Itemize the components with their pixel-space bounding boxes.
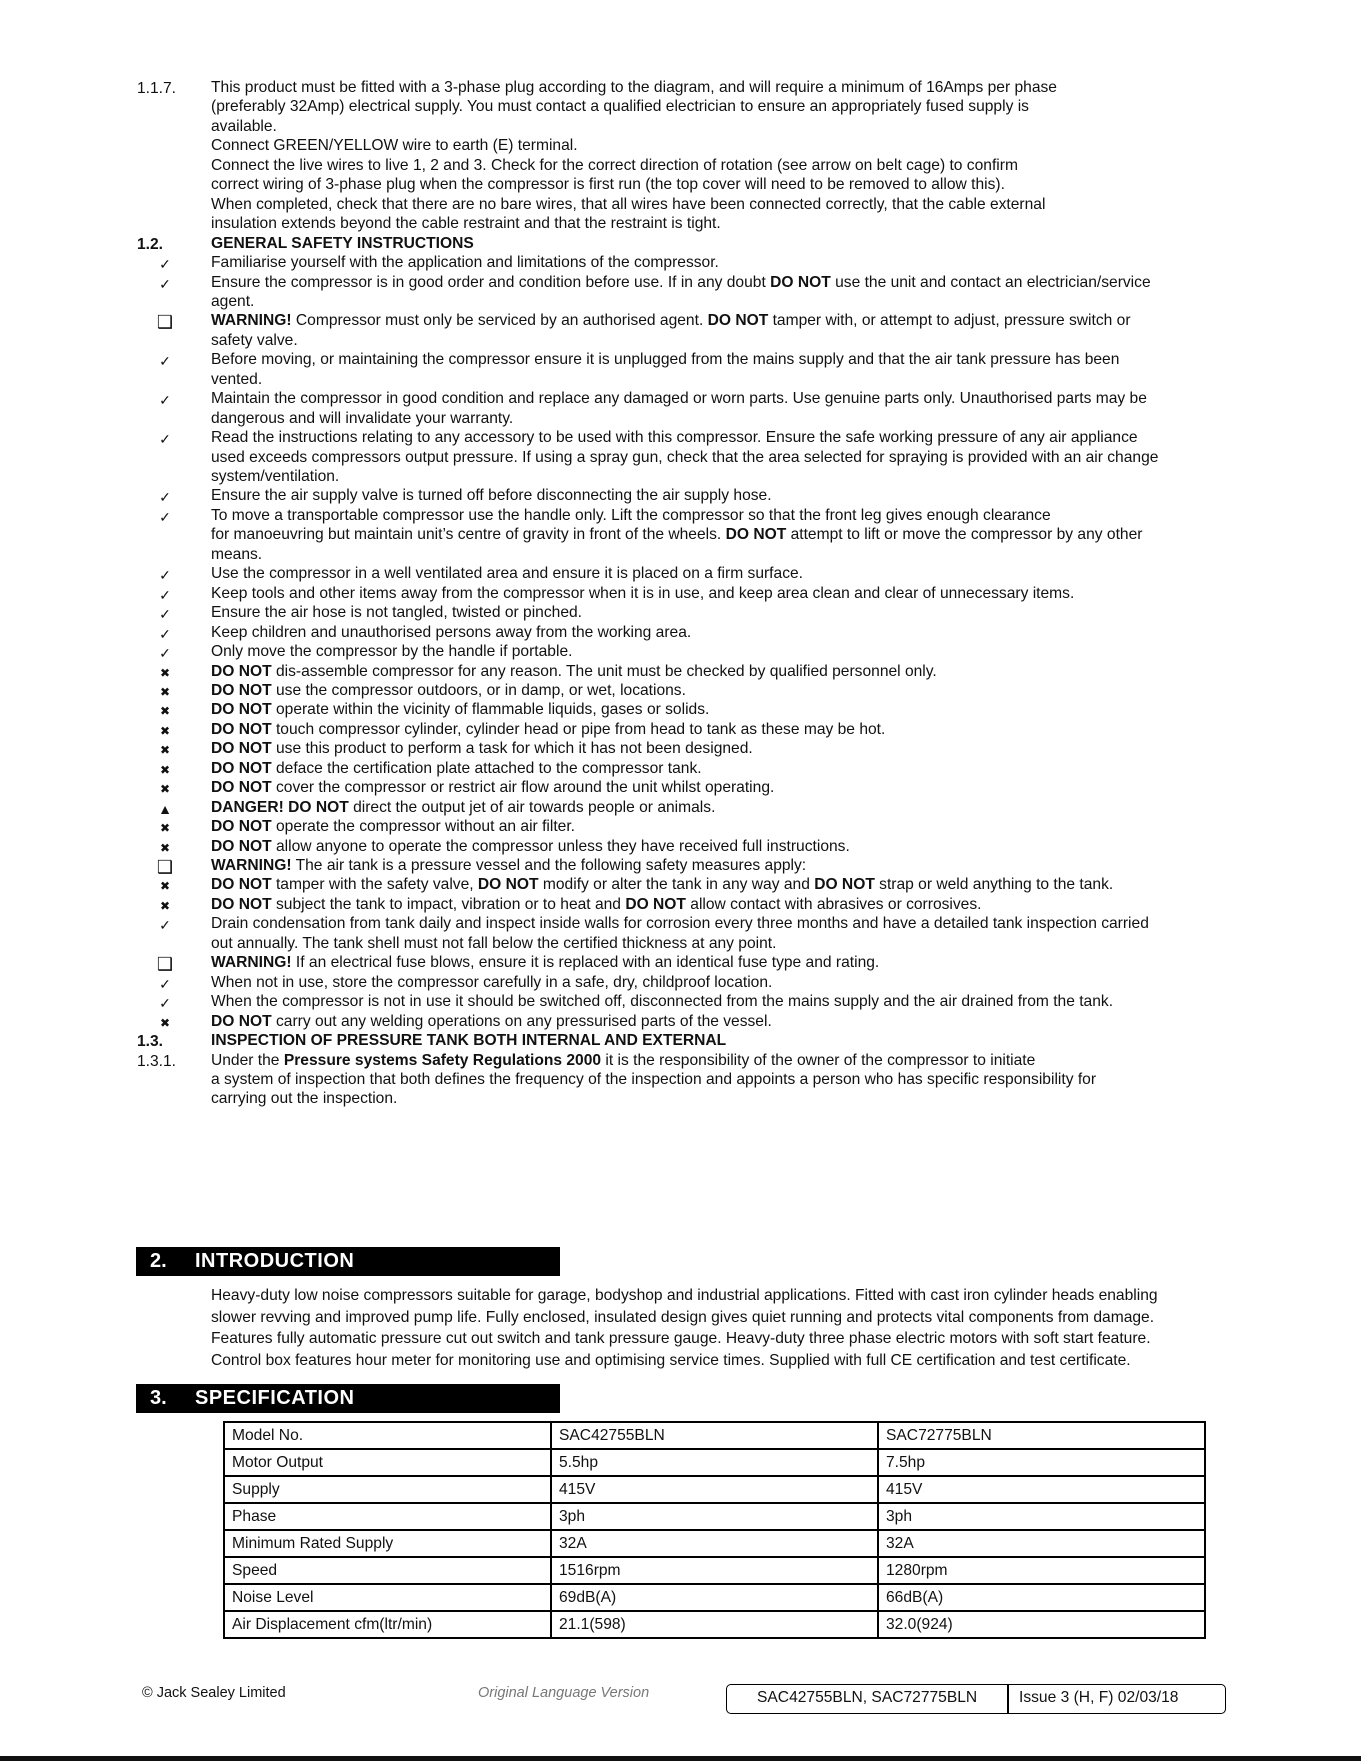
cross-icon: ✖ [159, 782, 171, 797]
text-line: When not in use, store the compressor carefully in a safe, dry, childproof location. [211, 973, 773, 991]
item-text [211, 798, 1234, 817]
list-item [134, 389, 1234, 428]
item-text [211, 253, 1234, 272]
item-text [211, 428, 1234, 486]
check-icon: ✓ [159, 256, 171, 273]
text-line: DO NOT use the compressor outdoors, or in damp, or wet, locations. [211, 681, 686, 699]
item-text [211, 720, 1234, 739]
item-text [211, 856, 1234, 875]
table-cell: Speed [224, 1557, 551, 1584]
list-item [134, 895, 1234, 914]
item-text [211, 681, 1234, 700]
clause-number: 1.2. [137, 235, 164, 253]
item-text [211, 623, 1234, 642]
page-bottom-edge [0, 1756, 1361, 1761]
section-title: INTRODUCTION [195, 1250, 355, 1272]
text-line: DO NOT operate the compressor without an air filter. [211, 818, 576, 836]
footer-copyright: © Jack Sealey Limited [142, 1685, 286, 1701]
clause-number: 1.1.7. [137, 80, 177, 97]
text-line: INSPECTION OF PRESSURE TANK BOTH INTERNAL AND EXTERNAL [211, 1032, 727, 1050]
warning-box-icon: ❑ [156, 312, 174, 333]
text-line: Maintain the compressor in good condition and replace any damaged or worn parts. Use genuine parts only. Unauthorised parts may be [211, 390, 1147, 408]
list-item [134, 642, 1234, 661]
text-line: Keep children and unauthorised persons away from the working area. [211, 623, 692, 641]
item-text [211, 662, 1234, 681]
table-row [224, 1557, 1205, 1584]
text-line: DO NOT touch compressor cylinder, cylinder head or pipe from head to tank as these may be hot. [211, 720, 886, 738]
text-line: Before moving, or maintaining the compressor ensure it is unplugged from the mains supply and that the air tank pressure has been [211, 351, 1120, 369]
item-text [211, 389, 1234, 428]
item-text [211, 1051, 1234, 1109]
table-cell: Noise Level [224, 1584, 551, 1611]
danger-triangle-icon: ▲ [158, 800, 172, 817]
table-cell: 32.0(924) [878, 1611, 1205, 1638]
list-item [134, 486, 1234, 505]
text-line: Ensure the air supply valve is turned off before disconnecting the air supply hose. [211, 487, 772, 505]
text-line: Read the instructions relating to any accessory to be used with this compressor. Ensure the safe working pressure of any air appliance [211, 429, 1138, 447]
text-line: DO NOT use this product to perform a task for which it has not been designed. [211, 740, 753, 758]
check-icon: ✓ [159, 995, 171, 1012]
item-text [211, 642, 1234, 661]
table-cell: Phase [224, 1503, 551, 1530]
item-text [211, 506, 1234, 564]
cross-icon: ✖ [159, 1015, 171, 1030]
text-line: Use the compressor in a well ventilated area and ensure it is placed on a firm surface. [211, 565, 803, 583]
list-item [134, 953, 1234, 975]
text-line: Features fully automatic pressure cut out switch and tank pressure gauge. Heavy-duty three phase electric motors with soft start feature. [211, 1330, 1151, 1348]
text-line: Under the Pressure systems Safety Regulations 2000 it is the responsibility of the owner of the compressor to initiate [211, 1051, 1036, 1069]
warning-box-icon: ❑ [156, 954, 174, 975]
list-item [134, 914, 1234, 953]
list-item [134, 506, 1234, 564]
item-text [211, 895, 1234, 914]
table-cell: 3ph [878, 1503, 1205, 1530]
item-text [211, 350, 1234, 389]
list-item [134, 311, 1234, 350]
text-line: slower revving and improved pump life. Fully enclosed, insulated design gives quiet running and protects vital components from damage. [211, 1308, 1155, 1326]
text-line: safety valve. [211, 331, 298, 349]
text-line: WARNING! The air tank is a pressure vessel and the following safety measures apply: [211, 857, 807, 874]
text-line: Keep tools and other items away from the compressor when it is in use, and keep area clean and clear of unnecessary items. [211, 584, 1075, 602]
footer-issue: Issue 3 (H, F) 02/03/18 [1019, 1689, 1179, 1706]
item-text [211, 234, 1234, 253]
item-text [211, 78, 1234, 234]
cross-icon: ✖ [159, 723, 171, 738]
cross-icon: ✖ [159, 665, 171, 680]
text-line: Familiarise yourself with the application and limitations of the compressor. [211, 254, 719, 272]
text-line: DO NOT operate within the vicinity of flammable liquids, gases or solids. [211, 701, 710, 719]
numbered-clause [134, 78, 1234, 234]
section-title: SPECIFICATION [195, 1387, 355, 1409]
list-item [134, 798, 1234, 817]
text-line: DANGER! DO NOT direct the output jet of air towards people or animals. [211, 798, 716, 816]
table-row [224, 1584, 1205, 1611]
text-line: Drain condensation from tank daily and inspect inside walls for corrosion every three months and have a detailed tank inspection carried [211, 915, 1149, 933]
section-number: 3. [150, 1387, 167, 1409]
item-text [211, 1031, 1234, 1050]
table-cell: Supply [224, 1476, 551, 1503]
text-line: DO NOT tamper with the safety valve, DO NOT modify or alter the tank in any way and DO NOT strap or weld anything to the tank. [211, 876, 1114, 894]
section-header-introduction [136, 1247, 560, 1276]
section-heading [134, 1031, 1234, 1050]
table-row [224, 1449, 1205, 1476]
table-cell: 66dB(A) [878, 1584, 1205, 1611]
text-line: When completed, check that there are no bare wires, that all wires have been connected correctly, that the cable external [211, 195, 1046, 213]
item-text [211, 759, 1234, 778]
list-item [134, 875, 1234, 894]
list-item [134, 273, 1234, 312]
list-item [134, 720, 1234, 739]
text-line: agent. [211, 292, 255, 310]
text-line: carrying out the inspection. [211, 1090, 398, 1108]
cross-icon: ✖ [159, 762, 171, 777]
item-text [211, 700, 1234, 719]
table-cell: 415V [878, 1476, 1205, 1503]
list-item [134, 623, 1234, 642]
list-item [134, 584, 1234, 603]
list-item [134, 973, 1234, 992]
text-line: DO NOT allow anyone to operate the compressor unless they have received full instructions. [211, 837, 850, 855]
text-line: out annually. The tank shell must not fall below the certified thickness at any point. [211, 934, 777, 952]
list-item [134, 681, 1234, 700]
section-heading [134, 234, 1234, 253]
check-icon: ✓ [159, 508, 171, 525]
table-cell: 7.5hp [878, 1449, 1205, 1476]
text-line: Connect GREEN/YELLOW wire to earth (E) terminal. [211, 137, 578, 155]
item-text [211, 837, 1234, 856]
text-line: DO NOT dis-assemble compressor for any reason. The unit must be checked by qualified personnel only. [211, 662, 937, 680]
table-cell: Minimum Rated Supply [224, 1530, 551, 1557]
item-text [211, 875, 1234, 894]
text-line: GENERAL SAFETY INSTRUCTIONS [211, 234, 474, 252]
clause-number: 1.3. [137, 1033, 164, 1051]
text-line: means. [211, 545, 263, 563]
item-text [211, 973, 1234, 992]
item-text [211, 584, 1234, 603]
list-item [134, 992, 1234, 1011]
text-line: DO NOT carry out any welding operations on any pressurised parts of the vessel. [211, 1012, 772, 1030]
text-line: for manoeuvring but maintain unit’s centre of gravity in front of the wheels. DO NOT attempt to lift or move the compressor by any other [211, 526, 1143, 544]
item-text [211, 564, 1234, 583]
table-cell: 5.5hp [551, 1449, 878, 1476]
text-line: Control box features hour meter for monitoring use and optimising service times. Supplied with full CE certification and test certificate. [211, 1352, 1131, 1370]
cross-icon: ✖ [159, 821, 171, 836]
table-cell: SAC72775BLN [878, 1422, 1205, 1449]
list-item [134, 837, 1234, 856]
table-cell: 32A [878, 1530, 1205, 1557]
text-line: Only move the compressor by the handle if portable. [211, 643, 573, 661]
item-text [211, 953, 1234, 972]
check-icon: ✓ [159, 353, 171, 370]
cross-icon: ✖ [159, 898, 171, 913]
footer-model-box [726, 1684, 1226, 1714]
list-item [134, 564, 1234, 583]
text-line: This product must be fitted with a 3-phase plug according to the diagram, and will require a minimum of 16Amps per phase [211, 79, 1057, 96]
check-icon: ✓ [159, 917, 171, 934]
item-text [211, 603, 1234, 622]
list-item [134, 778, 1234, 797]
text-line: available. [211, 117, 277, 135]
check-icon: ✓ [159, 567, 171, 584]
table-cell: 21.1(598) [551, 1611, 878, 1638]
text-line: Heavy-duty low noise compressors suitable for garage, bodyshop and industrial applications. Fitted with cast iron cylinder heads enabling [211, 1287, 1158, 1304]
table-cell: 415V [551, 1476, 878, 1503]
text-line: Ensure the air hose is not tangled, twisted or pinched. [211, 604, 583, 622]
list-item [134, 700, 1234, 719]
clause-number: 1.3.1. [137, 1052, 177, 1070]
item-text [211, 914, 1234, 953]
cross-icon: ✖ [159, 840, 171, 855]
check-icon: ✓ [159, 431, 171, 448]
table-cell: Model No. [224, 1422, 551, 1449]
table-cell: 32A [551, 1530, 878, 1557]
text-line: insulation extends beyond the cable restraint and that the restraint is tight. [211, 215, 721, 233]
list-item [134, 428, 1234, 486]
check-icon: ✓ [159, 586, 171, 603]
list-item [134, 856, 1234, 875]
check-icon: ✓ [159, 275, 171, 292]
item-text [211, 486, 1234, 505]
text-line: used exceeds compressors output pressure. If using a spray gun, check that the area selected for spraying is provided with an air change [211, 448, 1159, 466]
table-cell: Air Displacement cfm(ltr/min) [224, 1611, 551, 1638]
text-line: DO NOT subject the tank to impact, vibration or to heat and DO NOT allow contact with abrasives or corrosives. [211, 895, 982, 913]
section-number: 2. [150, 1250, 167, 1272]
text-line: system/ventilation. [211, 467, 340, 485]
check-icon: ✓ [159, 392, 171, 409]
table-row [224, 1611, 1205, 1638]
item-text [211, 273, 1234, 312]
specification-table [223, 1421, 1206, 1639]
list-item [134, 1012, 1234, 1031]
check-icon: ✓ [159, 489, 171, 506]
warning-box-icon: ❑ [156, 857, 174, 877]
item-text [211, 778, 1234, 797]
table-cell: Motor Output [224, 1449, 551, 1476]
table-cell: 1516rpm [551, 1557, 878, 1584]
text-line: To move a transportable compressor use the handle only. Lift the compressor so that the front leg gives enough clearance [211, 506, 1051, 524]
table-row [224, 1422, 1205, 1449]
text-line: a system of inspection that both defines the frequency of the inspection and appoints a person who has specific responsibility for [211, 1070, 1097, 1088]
list-item [134, 253, 1234, 272]
table-cell: 3ph [551, 1503, 878, 1530]
text-line: Connect the live wires to live 1, 2 and 3. Check for the correct direction of rotation (see arrow on belt cage) to confirm [211, 156, 1018, 174]
text-line: (preferably 32Amp) electrical supply. You must contact a qualified electrician to ensure an appropriately fused supply is [211, 98, 1029, 116]
text-line: When the compressor is not in use it should be switched off, disconnected from the mains supply and the air drained from the tank. [211, 993, 1114, 1011]
check-icon: ✓ [159, 975, 171, 992]
table-cell: SAC42755BLN [551, 1422, 878, 1449]
footer-divider [1007, 1685, 1009, 1713]
list-item [134, 817, 1234, 836]
check-icon: ✓ [159, 645, 171, 662]
footer-models: SAC42755BLN, SAC72775BLN [757, 1689, 978, 1706]
list-item [134, 603, 1234, 622]
footer-language-version: Original Language Version [478, 1685, 650, 1701]
section-header-specification [136, 1384, 560, 1413]
text-line: WARNING! If an electrical fuse blows, ensure it is replaced with an identical fuse type and rating. [211, 954, 880, 972]
item-text [211, 1012, 1234, 1031]
table-cell: 1280rpm [878, 1557, 1205, 1584]
list-item [134, 759, 1234, 778]
item-text [211, 311, 1234, 350]
text-line: WARNING! Compressor must only be serviced by an authorised agent. DO NOT tamper with, or attempt to adjust, pressure switch or [211, 312, 1131, 330]
cross-icon: ✖ [159, 743, 171, 758]
item-text [211, 817, 1234, 836]
cross-icon: ✖ [159, 704, 171, 719]
table-row [224, 1530, 1205, 1557]
list-item [134, 350, 1234, 389]
table-row [224, 1476, 1205, 1503]
item-text [211, 739, 1234, 758]
table-cell: 69dB(A) [551, 1584, 878, 1611]
text-line: DO NOT deface the certification plate attached to the compressor tank. [211, 759, 702, 777]
numbered-clause [134, 1051, 1234, 1109]
check-icon: ✓ [159, 606, 171, 623]
check-icon: ✓ [159, 625, 171, 642]
text-line: DO NOT cover the compressor or restrict air flow around the unit whilst operating. [211, 779, 775, 797]
list-item [134, 662, 1234, 681]
text-line: vented. [211, 370, 263, 388]
introduction-paragraph [211, 1285, 1235, 1372]
item-text [211, 992, 1234, 1011]
text-line: correct wiring of 3-phase plug when the compressor is first run (the top cover will need to be removed to allow this). [211, 176, 1005, 194]
list-item [134, 739, 1234, 758]
cross-icon: ✖ [159, 879, 171, 894]
text-line: Ensure the compressor is in good order and condition before use. If in any doubt DO NOT use the unit and contact an electrician/service [211, 273, 1151, 291]
text-line: dangerous and will invalidate your warranty. [211, 409, 514, 427]
table-row [224, 1503, 1205, 1530]
cross-icon: ✖ [159, 684, 171, 699]
